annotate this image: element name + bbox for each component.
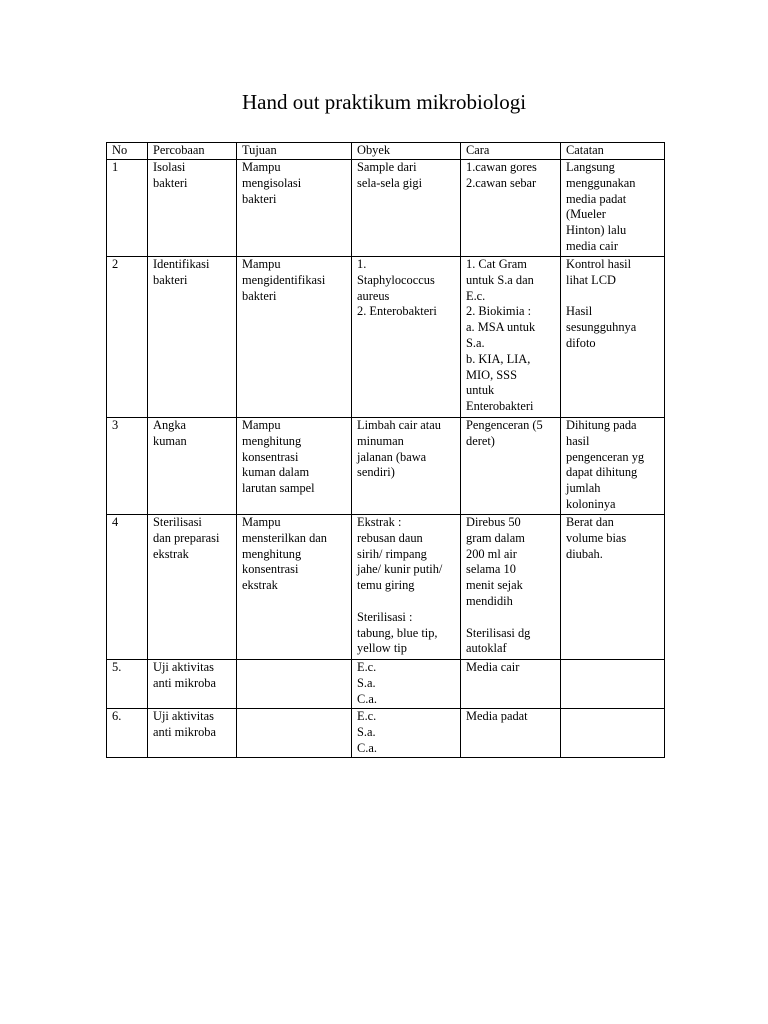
cell-no: 2 xyxy=(107,257,148,418)
header-cara: Cara xyxy=(461,143,561,160)
cell-percobaan: Uji aktivitas anti mikroba xyxy=(148,660,237,709)
cell-no: 6. xyxy=(107,709,148,758)
cell-cara: Direbus 50 gram dalam 200 ml air selama 10 menit sejak mendidih Sterilisasi dg autoklaf xyxy=(461,515,561,660)
cell-percobaan: Angka kuman xyxy=(148,418,237,515)
praktikum-table xyxy=(106,142,665,758)
header-tujuan: Tujuan xyxy=(237,143,352,160)
cell-catatan xyxy=(561,660,665,709)
table-row xyxy=(107,160,665,257)
cell-obyek: E.c. S.a. C.a. xyxy=(352,709,461,758)
cell-cara: 1.cawan gores 2.cawan sebar xyxy=(461,160,561,257)
cell-cara: Pengenceran (5 deret) xyxy=(461,418,561,515)
header-no: No xyxy=(107,143,148,160)
table-row xyxy=(107,418,665,515)
cell-catatan: Kontrol hasil lihat LCD Hasil sesungguhnya difoto xyxy=(561,257,665,418)
cell-obyek: E.c. S.a. C.a. xyxy=(352,660,461,709)
header-catatan: Catatan xyxy=(561,143,665,160)
cell-percobaan: Identifikasi bakteri xyxy=(148,257,237,418)
cell-cara: Media cair xyxy=(461,660,561,709)
cell-obyek: 1. Staphylococcus aureus 2. Enterobakteri xyxy=(352,257,461,418)
cell-tujuan: Mampu menghitung konsentrasi kuman dalam larutan sampel xyxy=(237,418,352,515)
cell-catatan xyxy=(561,709,665,758)
cell-no: 4 xyxy=(107,515,148,660)
cell-percobaan: Uji aktivitas anti mikroba xyxy=(148,709,237,758)
cell-tujuan: Mampu mensterilkan dan menghitung konsentrasi ekstrak xyxy=(237,515,352,660)
header-obyek: Obyek xyxy=(352,143,461,160)
table-row xyxy=(107,257,665,418)
cell-tujuan xyxy=(237,660,352,709)
cell-no: 3 xyxy=(107,418,148,515)
cell-percobaan: Isolasi bakteri xyxy=(148,160,237,257)
cell-cara: Media padat xyxy=(461,709,561,758)
cell-catatan: Langsung menggunakan media padat (Mueler Hinton) lalu media cair xyxy=(561,160,665,257)
table-row xyxy=(107,660,665,709)
cell-obyek: Limbah cair atau minuman jalanan (bawa sendiri) xyxy=(352,418,461,515)
page-title: Hand out praktikum mikrobiologi xyxy=(241,90,527,114)
cell-no: 1 xyxy=(107,160,148,257)
table-row xyxy=(107,709,665,758)
cell-no: 5. xyxy=(107,660,148,709)
cell-tujuan: Mampu mengidentifikasi bakteri xyxy=(237,257,352,418)
table-row xyxy=(107,515,665,660)
cell-tujuan: Mampu mengisolasi bakteri xyxy=(237,160,352,257)
cell-percobaan: Sterilisasi dan preparasi ekstrak xyxy=(148,515,237,660)
cell-cara: 1. Cat Gram untuk S.a dan E.c. 2. Biokimia : a. MSA untuk S.a. b. KIA, LIA, MIO, SSS untuk Enterobakteri xyxy=(461,257,561,418)
cell-tujuan xyxy=(237,709,352,758)
cell-catatan: Berat dan volume bias diubah. xyxy=(561,515,665,660)
cell-obyek: Ekstrak : rebusan daun sirih/ rimpang jahe/ kunir putih/ temu giring Sterilisasi : tabung, blue tip, yellow tip xyxy=(352,515,461,660)
header-percobaan: Percobaan xyxy=(148,143,237,160)
cell-catatan: Dihitung pada hasil pengenceran yg dapat dihitung jumlah koloninya xyxy=(561,418,665,515)
table-header-row xyxy=(107,143,665,160)
cell-obyek: Sample dari sela-sela gigi xyxy=(352,160,461,257)
